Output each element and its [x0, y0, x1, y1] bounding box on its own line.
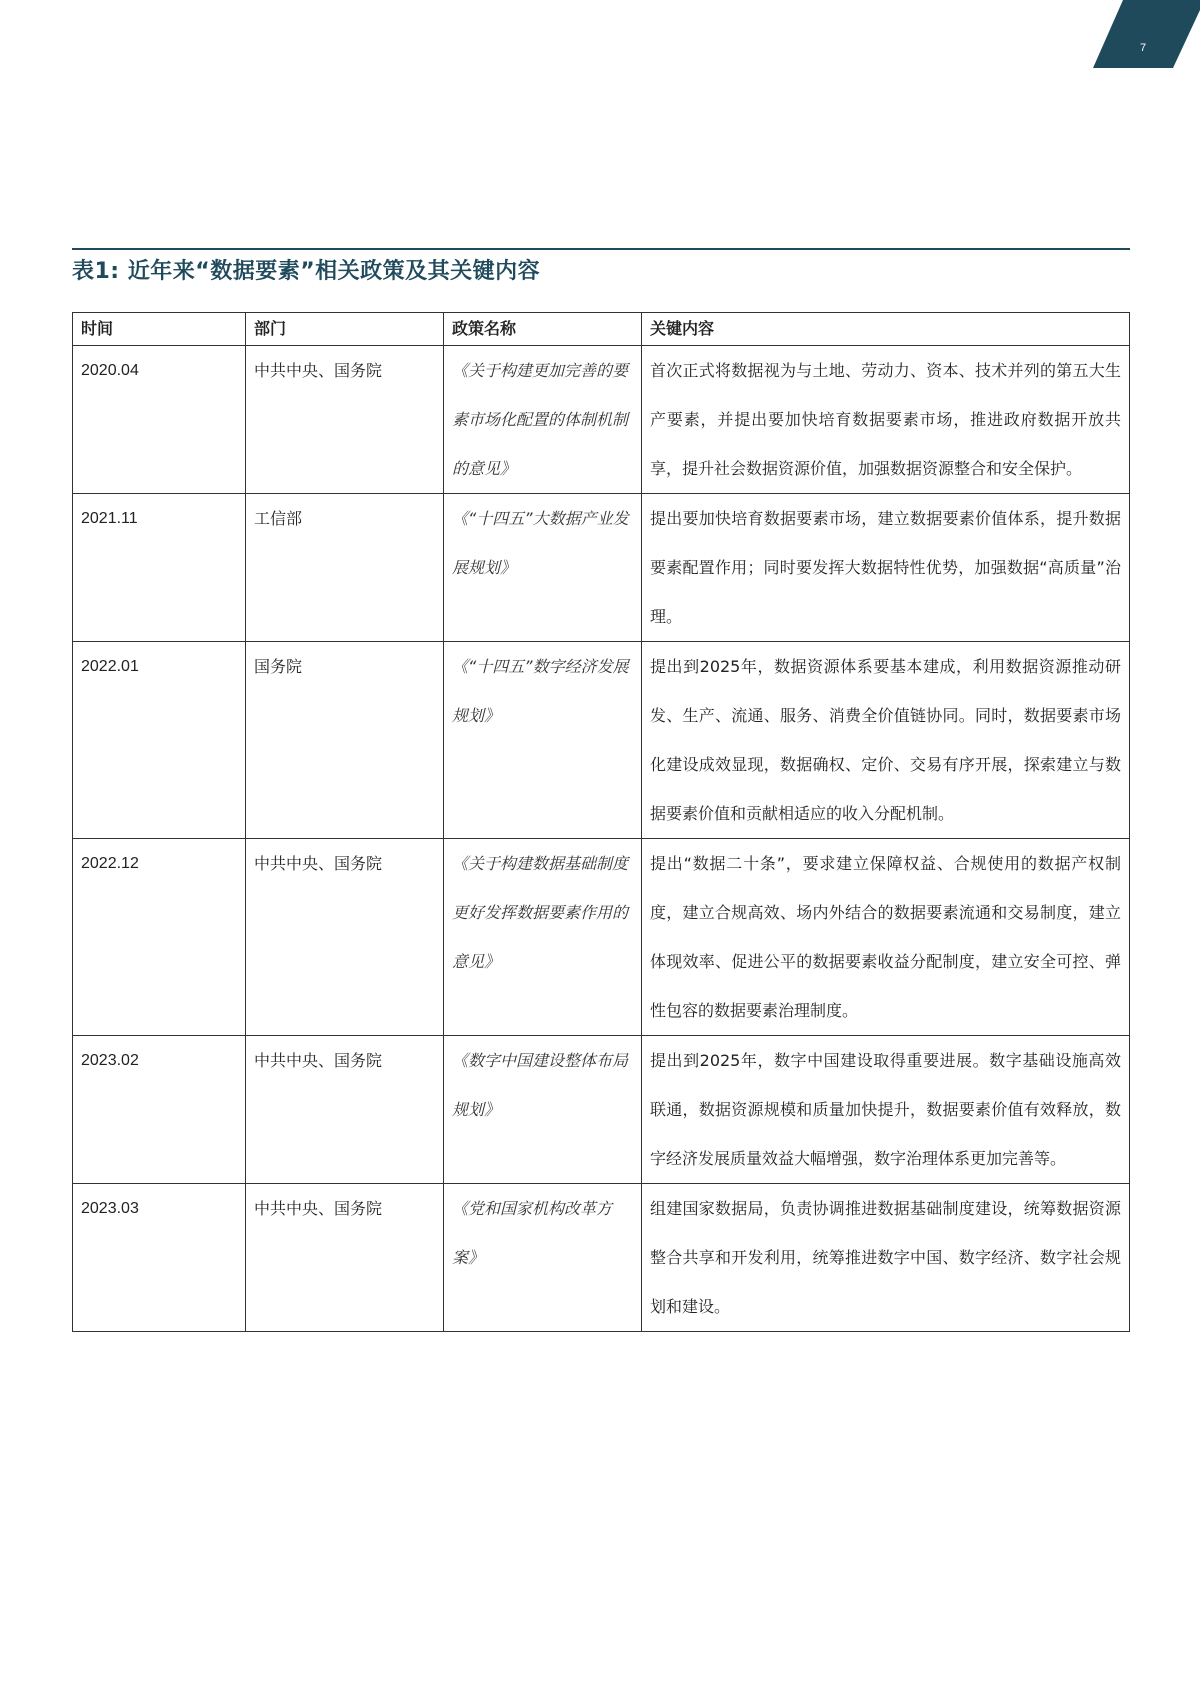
cell-dept: 国务院 — [246, 642, 444, 839]
cell-content: 提出“数据二十条”，要求建立保障权益、合规使用的数据产权制度，建立合规高效、场内外结合的数据要素流通和交易制度，建立体现效率、促进公平的数据要素收益分配制度，建立安全可控、弹性包容的数据要素治理制度。 — [642, 839, 1130, 1036]
cell-dept: 中共中央、国务院 — [246, 1184, 444, 1332]
cell-dept: 中共中央、国务院 — [246, 839, 444, 1036]
table-row — [73, 346, 1130, 494]
cell-dept: 中共中央、国务院 — [246, 1036, 444, 1184]
page-tab-shape — [1093, 0, 1200, 68]
table-row — [73, 1036, 1130, 1184]
cell-time: 2022.12 — [73, 839, 246, 1036]
cell-content: 提出要加快培育数据要素市场，建立数据要素价值体系，提升数据要素配置作用；同时要发挥大数据特性优势，加强数据“高质量”治理。 — [642, 494, 1130, 642]
page-number: 7 — [1139, 42, 1147, 54]
cell-content: 提出到2025年，数字中国建设取得重要进展。数字基础设施高效联通，数据资源规模和质量加快提升，数据要素价值有效释放，数字经济发展质量效益大幅增强，数字治理体系更加完善等。 — [642, 1036, 1130, 1184]
header-time: 时间 — [73, 313, 246, 346]
cell-time: 2023.03 — [73, 1184, 246, 1332]
header-policy: 政策名称 — [444, 313, 642, 346]
cell-policy: 《关于构建数据基础制度更好发挥数据要素作用的意见》 — [444, 839, 642, 1036]
page-number-tab — [1093, 0, 1200, 68]
cell-time: 2021.11 — [73, 494, 246, 642]
cell-policy: 《关于构建更加完善的要素市场化配置的体制机制的意见》 — [444, 346, 642, 494]
table-row — [73, 839, 1130, 1036]
cell-policy: 《数字中国建设整体布局规划》 — [444, 1036, 642, 1184]
cell-time: 2022.01 — [73, 642, 246, 839]
title-rule — [72, 248, 1130, 250]
table-header-row — [73, 313, 1130, 346]
cell-content: 组建国家数据局，负责协调推进数据基础制度建设，统筹数据资源整合共享和开发利用，统筹推进数字中国、数字经济、数字社会规划和建设。 — [642, 1184, 1130, 1332]
header-content: 关键内容 — [642, 313, 1130, 346]
cell-policy: 《党和国家机构改革方案》 — [444, 1184, 642, 1332]
cell-dept: 工信部 — [246, 494, 444, 642]
cell-dept: 中共中央、国务院 — [246, 346, 444, 494]
cell-content: 提出到2025年，数据资源体系要基本建成，利用数据资源推动研发、生产、流通、服务、消费全价值链协同。同时，数据要素市场化建设成效显现，数据确权、定价、交易有序开展，探索建立与数据要素价值和贡献相适应的收入分配机制。 — [642, 642, 1130, 839]
table-row — [73, 642, 1130, 839]
cell-time: 2023.02 — [73, 1036, 246, 1184]
cell-time: 2020.04 — [73, 346, 246, 494]
cell-policy: 《“十四五”数字经济发展规划》 — [444, 642, 642, 839]
cell-content: 首次正式将数据视为与土地、劳动力、资本、技术并列的第五大生产要素，并提出要加快培育数据要素市场，推进政府数据开放共享，提升社会数据资源价值，加强数据资源整合和安全保护。 — [642, 346, 1130, 494]
table-row — [73, 494, 1130, 642]
policy-table — [72, 312, 1130, 1332]
table-row — [73, 1184, 1130, 1332]
header-dept: 部门 — [246, 313, 444, 346]
table-title: 表1: 近年来“数据要素”相关政策及其关键内容 — [72, 259, 541, 284]
cell-policy: 《“十四五”大数据产业发展规划》 — [444, 494, 642, 642]
